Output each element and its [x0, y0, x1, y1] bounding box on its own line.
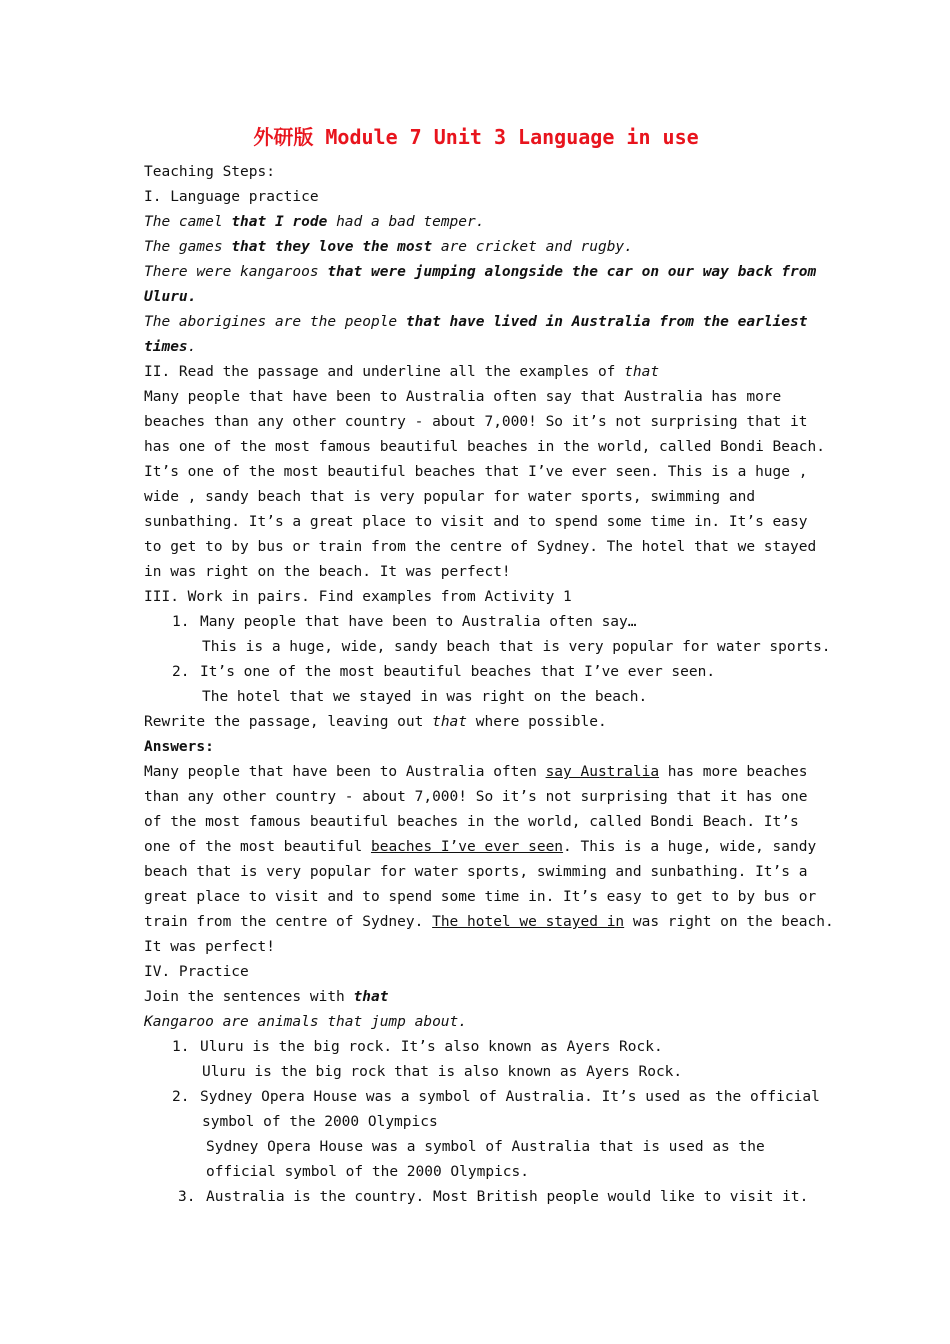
answer-line: one of the most beautiful beaches I’ve ever seen. This is a huge, wide, sandy: [144, 839, 817, 855]
practice-example: Kangaroo are animals that jump about.: [144, 1014, 468, 1030]
example-sentence-4: The aborigines are the people that have lived in Australia from the earliest times.: [144, 314, 808, 355]
passage-line: to get to by bus or train from the centre of Sydney. The hotel that we stayed: [144, 539, 817, 555]
list-item-answer: Sydney Opera House was a symbol of Australia that is used as the: [206, 1139, 765, 1155]
teaching-steps-label: Teaching Steps:: [144, 164, 275, 180]
passage-line: in was right on the beach. It was perfect!: [144, 564, 511, 580]
join-instruction: Join the sentences with that: [144, 989, 389, 1005]
answer-line: of the most famous beautiful beaches in the world, called Bondi Beach. It’s: [144, 814, 799, 830]
passage-line: beaches than any other country - about 7,000! So it’s not surprising that it: [144, 414, 808, 430]
list-item-sub: The hotel that we stayed in was right on the beach.: [202, 689, 648, 705]
document: [144, 118, 834, 1210]
list-item-sub: This is a huge, wide, sandy beach that is very popular for water sports.: [202, 639, 831, 655]
example-sentence-1: The camel that I rode had a bad temper.: [144, 214, 485, 230]
passage-line: has one of the most famous beautiful beaches in the world, called Bondi Beach.: [144, 439, 825, 455]
list-item: 1. Many people that have been to Australia often say…: [172, 614, 637, 630]
example-sentence-3: There were kangaroos that were jumping alongside the car on our way back from Uluru.: [144, 264, 817, 305]
passage-line: Many people that have been to Australia often say that Australia has more: [144, 389, 782, 405]
list-item: 1. Uluru is the big rock. It’s also known as Ayers Rock.: [172, 1039, 663, 1055]
answer-line: than any other country - about 7,000! So it’s not surprising that it has one: [144, 789, 808, 805]
passage-line: wide , sandy beach that is very popular for water sports, swimming and: [144, 489, 756, 505]
answer-line: great place to visit and to spend some time in. It’s easy to get to by bus or: [144, 889, 817, 905]
answer-line: It was perfect!: [144, 939, 275, 955]
answer-line: train from the centre of Sydney. The hotel we stayed in was right on the beach.: [144, 914, 834, 930]
passage-line: sunbathing. It’s a great place to visit and to spend some time in. It’s easy: [144, 514, 808, 530]
answer-line: Many people that have been to Australia often say Australia has more beaches: [144, 764, 808, 780]
rewrite-instruction: Rewrite the passage, leaving out that where possible.: [144, 714, 607, 730]
passage: [144, 385, 825, 585]
list-item: 3. Australia is the country. Most British people would like to visit it.: [178, 1189, 809, 1205]
answer-line: beach that is very popular for water sports, swimming and sunbathing. It’s a: [144, 864, 808, 880]
passage-line: It’s one of the most beautiful beaches that I’ve ever seen. This is a huge ,: [144, 464, 808, 480]
list-item: 2. It’s one of the most beautiful beaches that I’ve ever seen.: [172, 664, 716, 680]
section-2-heading: II. Read the passage and underline all the examples of that: [144, 364, 660, 380]
list-item-answer: Uluru is the big rock that is also known as Ayers Rock.: [202, 1064, 683, 1080]
list-item-answer: official symbol of the 2000 Olympics.: [206, 1164, 530, 1180]
list-item-continued: symbol of the 2000 Olympics: [202, 1114, 438, 1130]
section-4-heading: IV. Practice: [144, 964, 249, 980]
page-title: 外研版 Module 7 Unit 3 Language in use: [253, 125, 699, 149]
list-item: 2. Sydney Opera House was a symbol of Australia. It’s used as the official: [172, 1089, 820, 1105]
section-1-heading: I. Language practice: [144, 189, 319, 205]
example-sentence-2: The games that they love the most are cricket and rugby.: [144, 239, 633, 255]
section-3-heading: III. Work in pairs. Find examples from Activity 1: [144, 589, 572, 605]
answers-label: Answers:: [144, 739, 214, 755]
answer-passage: [144, 760, 834, 960]
